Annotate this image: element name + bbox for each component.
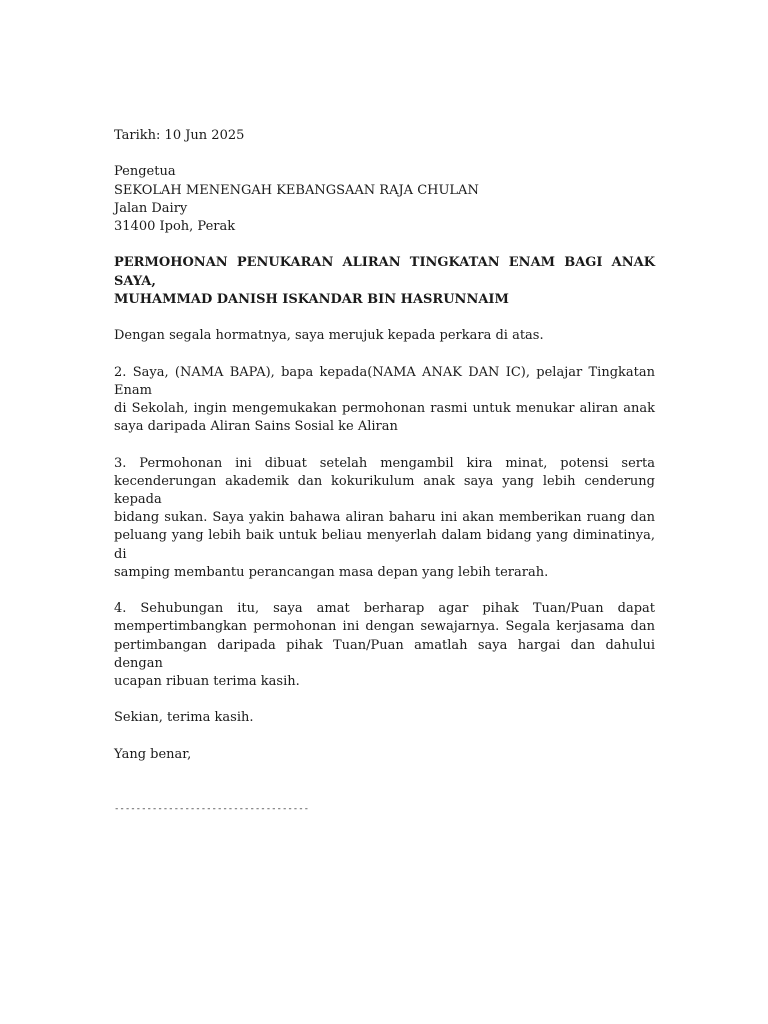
paragraph-3-line-4: peluang yang lebih baik untuk beliau menyerlah dalam bidang yang diminatinya, di — [114, 528, 655, 562]
spacer — [114, 236, 655, 254]
paragraph-4-line-4: ucapan ribuan terima kasih. — [114, 674, 300, 689]
spacer — [114, 345, 655, 363]
letter-body — [114, 127, 655, 818]
recipient-title: Pengetua — [114, 164, 176, 180]
paragraph-3-line-1: 3. Permohonan ini dibuat setelah mengambil kira minat, potensi serta — [114, 455, 655, 471]
spacer — [114, 728, 655, 746]
paragraph-4-line-2: mempertimbangkan permohonan ini dengan sewajarnya. Segala kerjasama dan — [114, 619, 655, 635]
recipient-block — [114, 163, 655, 236]
spacer — [114, 436, 655, 454]
spacer — [114, 309, 655, 327]
recipient-city: 31400 Ipoh, Perak — [114, 219, 236, 234]
valediction: Yang benar, — [114, 746, 192, 762]
greeting-paragraph: Dengan segala hormatnya, saya merujuk kepada perkara di atas. — [114, 328, 544, 344]
paragraph-3-line-2: kecenderungan akademik dan kokurikulum anak saya yang lebih cenderung kepada — [114, 473, 655, 507]
signature-space — [114, 764, 655, 800]
closing-line: Sekian, terima kasih. — [114, 710, 254, 726]
paragraph-3 — [114, 455, 655, 582]
paragraph-2 — [114, 364, 655, 437]
paragraph-3-line-3: bidang sukan. Saya yakin bahawa aliran baharu ini akan memberikan ruang dan — [114, 510, 655, 526]
paragraph-3-line-5: samping membantu perancangan masa depan yang lebih terarah. — [114, 564, 549, 580]
paragraph-2-line-2: di Sekolah, ingin mengemukakan permohonan rasmi untuk menukar aliran anak — [114, 400, 655, 416]
spacer — [114, 145, 655, 163]
paragraph-4-line-1: 4. Sehubungan itu, saya amat berharap agar pihak Tuan/Puan dapat — [114, 601, 655, 617]
spacer — [114, 582, 655, 600]
date-line: Tarikh: 10 Jun 2025 — [114, 128, 245, 143]
paragraph-4 — [114, 600, 655, 691]
signature-line: ------------------------------------ — [114, 804, 310, 815]
subject-heading — [114, 254, 655, 309]
subject-line-2: MUHAMMAD DANISH ISKANDAR BIN HASRUNNAIM — [114, 291, 509, 307]
paragraph-2-line-1: 2. Saya, (NAMA BAPA), bapa kepada(NAMA ANAK DAN IC), pelajar Tingkatan Enam — [114, 364, 655, 398]
paragraph-4-line-3: pertimbangan daripada pihak Tuan/Puan amatlah saya hargai dan dahului dengan — [114, 637, 655, 671]
recipient-school: SEKOLAH MENENGAH KEBANGSAAN RAJA CHULAN — [114, 182, 479, 198]
recipient-street: Jalan Dairy — [114, 200, 188, 216]
paragraph-2-line-3: saya daripada Aliran Sains Sosial ke Aliran — [114, 419, 398, 435]
subject-line-1: PERMOHONAN PENUKARAN ALIRAN TINGKATAN ENAM BAGI ANAK SAYA, — [114, 255, 655, 289]
spacer — [114, 691, 655, 709]
